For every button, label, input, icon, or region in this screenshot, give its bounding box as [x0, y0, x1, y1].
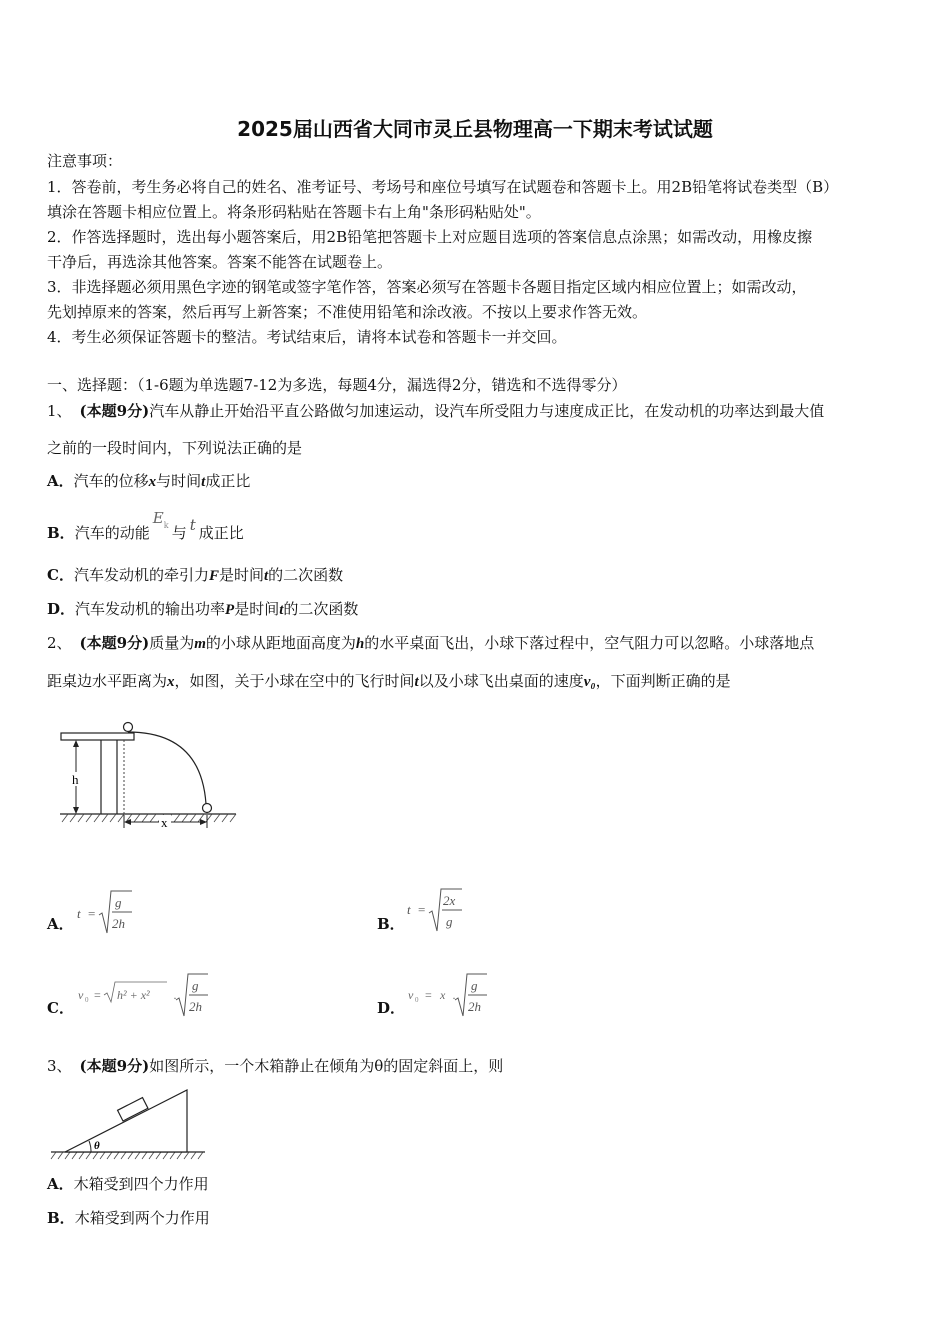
notes-line: 2．作答选择题时，选出每小题答案后，用2B铅笔把答题卡上对应题目选项的答案信息点涂黑；如需改动，用橡皮擦 — [47, 228, 813, 246]
math-var: m — [194, 636, 206, 652]
option-text: 是时间 — [218, 566, 264, 584]
ground-hatch — [51, 1152, 203, 1159]
question-3 — [47, 1056, 503, 1076]
option-label: A． — [47, 1175, 74, 1193]
notes-line: 干净后，再选涂其他答案。答案不能答在试题卷上。 — [47, 253, 393, 271]
math-var: h — [355, 636, 365, 652]
ek-sub: k — [163, 521, 169, 530]
q3-option-a[interactable] — [47, 1174, 209, 1194]
option-text: 是时间 — [234, 600, 280, 618]
option-text: 汽车发动机的输出功率 — [75, 600, 226, 618]
question-text: ，下面判断正确的是 — [595, 672, 731, 690]
notes-line: 4．考生必须保证答题卡的整洁。考试结束后，请将本试卷和答题卡一并交回。 — [47, 328, 567, 346]
notes-line: 先划掉原来的答案，然后再写上新答案；不准使用铅笔和涂改液。不按以上要求作答无效。 — [47, 303, 648, 321]
ek-symbol — [150, 509, 172, 538]
q1-option-c[interactable] — [47, 565, 343, 586]
q2-option-b-formula — [404, 885, 474, 935]
q1-option-d[interactable] — [47, 599, 358, 620]
question-text: 距桌边水平距离为 — [47, 672, 168, 690]
height-arrowhead — [73, 807, 79, 814]
notes-line: 填涂在答题卡相应位置上。将条形码粘贴在答题卡右上角"条形码粘贴处"。 — [47, 203, 541, 221]
question-text: 如图所示，一个木箱静止在倾角为θ的固定斜面上，则 — [149, 1057, 504, 1075]
option-text: 与 — [171, 524, 187, 542]
formula-lhs: v — [408, 988, 414, 1002]
question-number: 3、 — [47, 1057, 72, 1075]
formula-numerator: g — [471, 978, 478, 993]
q3-option-b[interactable] — [47, 1208, 210, 1228]
question-score: (本题9分) — [79, 1057, 150, 1075]
angle-label: θ — [94, 1140, 100, 1152]
incline-figure — [47, 1086, 207, 1162]
notes-line: 3．非选择题必须用黑色字迹的钢笔或签字笔作答，答案必须写在答题卡各题目指定区域内相应位置上；如需改动， — [47, 278, 807, 296]
option-text: 与时间 — [156, 472, 202, 490]
question-text: 质量为 — [149, 634, 195, 652]
q2-option-a-formula — [74, 887, 144, 937]
question-number: 2、 — [47, 634, 72, 652]
exam-title: 2025届山西省大同市灵丘县物理高一下期末考试试题 — [237, 117, 713, 141]
math-var: t — [189, 516, 196, 534]
q2-option-d-label[interactable] — [377, 998, 405, 1018]
math-var: t — [279, 602, 284, 618]
question-text: 以及小球飞出桌面的速度 — [418, 672, 584, 690]
option-label: B． — [47, 524, 75, 542]
x-arrowhead — [200, 819, 207, 825]
q2-option-d-formula — [404, 970, 504, 1020]
table-top — [61, 733, 134, 740]
section-heading: 一、选择题：（1-6题为单选题7-12为多选，每题4分，漏选得2分，错选和不选得零分） — [47, 376, 627, 394]
question-2-line1 — [47, 633, 814, 654]
q2-option-c-label[interactable] — [47, 998, 74, 1018]
formula-numerator: g — [115, 895, 122, 910]
option-text: 汽车的动能 — [74, 524, 150, 542]
question-2-line2 — [47, 671, 731, 692]
formula-lhs: t — [77, 906, 81, 921]
option-label: B． — [377, 915, 405, 933]
math-var: t — [414, 674, 419, 690]
option-label: C． — [47, 566, 74, 584]
ek-E: E — [152, 509, 164, 527]
option-text: 的二次函数 — [283, 600, 359, 618]
ground-hatch — [62, 814, 236, 822]
option-label: A． — [47, 472, 74, 490]
math-var: t — [264, 568, 269, 584]
option-text: 成正比 — [198, 524, 244, 542]
formula-denominator: g — [446, 914, 453, 929]
math-var: t — [201, 474, 206, 490]
math-var: P — [225, 602, 235, 618]
question-number: 1、 — [47, 402, 72, 420]
formula-denominator: 2h — [189, 999, 202, 1014]
question-score: (本题9分) — [79, 402, 150, 420]
option-label: B． — [47, 1209, 75, 1227]
q2-option-a-label[interactable] — [47, 914, 74, 934]
q2-option-c-formula — [74, 970, 214, 1020]
formula-dot: · — [173, 991, 177, 1005]
option-label: D． — [47, 600, 76, 618]
q1-option-b[interactable] — [47, 509, 244, 543]
formula-numerator: 2x — [443, 893, 456, 908]
x-label: x — [161, 815, 168, 830]
math-var: v₀ — [583, 674, 596, 690]
incline-slope — [65, 1090, 187, 1152]
math-var: F — [208, 568, 219, 584]
option-text: 汽车的位移 — [73, 472, 149, 490]
ball-start — [124, 723, 133, 732]
formula-eq: = — [88, 906, 96, 921]
notes-line: 1．答卷前，考生务必将自己的姓名、准考证号、考场号和座位号填写在试题卷和答题卡上。用2B铅笔将试卷类型（B） — [47, 178, 839, 196]
formula-x: x — [440, 988, 446, 1002]
projectile-figure — [56, 718, 241, 830]
question-score: (本题9分) — [79, 634, 150, 652]
question-text: ，如图，关于小球在空中的飞行时间 — [174, 672, 415, 690]
trajectory-curve — [128, 732, 206, 804]
question-1-line1 — [47, 401, 824, 421]
question-text: 的小球从距地面高度为 — [205, 634, 356, 652]
formula-dot: · — [452, 991, 456, 1005]
height-arrowhead — [73, 740, 79, 747]
option-label: C． — [47, 999, 74, 1017]
option-label: A． — [47, 915, 74, 933]
math-var: x — [148, 474, 157, 490]
ball-landing — [203, 804, 212, 813]
math-var: x — [167, 674, 175, 690]
formula-eq: = — [418, 902, 426, 917]
formula-sub: 0 — [415, 996, 419, 1004]
question-text: 的水平桌面飞出，小球下落过程中，空气阻力可以忽略。小球落地点 — [364, 634, 815, 652]
notes-heading: 注意事项： — [47, 152, 123, 170]
formula-denominator: 2h — [112, 916, 125, 931]
formula-radicand: h² + x² — [117, 988, 150, 1002]
formula-denominator: 2h — [468, 999, 481, 1014]
formula-lhs: t — [407, 902, 411, 917]
h-label: h — [72, 772, 79, 787]
option-label: D． — [377, 999, 406, 1017]
formula-sub: 0 — [85, 996, 89, 1004]
q2-option-b-label[interactable] — [377, 914, 405, 934]
question-1-line2: 之前的一段时间内，下列说法正确的是 — [47, 439, 303, 457]
question-text: 汽车从静止开始沿平直公路做匀加速运动，设汽车所受阻力与速度成正比，在发动机的功率达到最大值 — [149, 402, 825, 420]
formula-lhs: v — [78, 988, 84, 1002]
option-text: 的二次函数 — [268, 566, 344, 584]
formula-numerator: g — [192, 978, 199, 993]
q1-option-a[interactable] — [47, 471, 250, 492]
option-text: 成正比 — [205, 472, 251, 490]
formula-eq: = — [425, 988, 432, 1002]
option-text: 木箱受到四个力作用 — [73, 1175, 209, 1193]
option-text: 汽车发动机的牵引力 — [73, 566, 209, 584]
option-text: 木箱受到两个力作用 — [74, 1209, 210, 1227]
formula-eq: = — [94, 988, 101, 1002]
